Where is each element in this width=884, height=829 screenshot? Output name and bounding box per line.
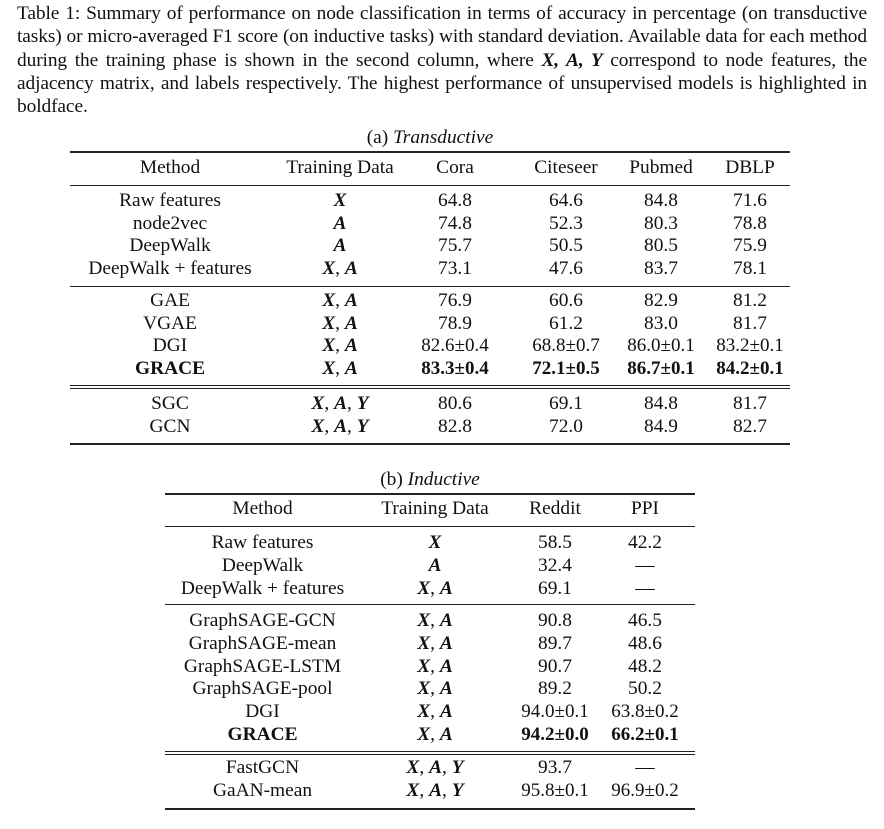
value-cell: 76.9 [438,290,472,311]
value-cell: 71.6 [733,190,767,211]
value-cell: 58.5 [538,532,572,553]
double-rule-bottom [165,754,695,755]
training-data-cell: X, A, Y [311,393,369,414]
value-cell: 46.5 [628,610,662,631]
value-cell: 47.6 [549,258,583,280]
value-cell: 96.9±0.2 [611,779,679,801]
training-data-cell: A [428,554,442,576]
method-cell: DGI [152,335,188,357]
training-data-cell: X, A [417,632,453,654]
value-cell: 75.9 [733,235,767,257]
value-cell: 80.6 [438,393,472,414]
table-row [165,678,695,701]
value-cell: 48.2 [628,655,662,677]
value-cell: 83.2±0.1 [716,335,784,357]
value-cell: 82.6±0.4 [421,335,489,357]
method-cell: DeepWalk [129,235,211,257]
training-data-cell: X, A [417,678,453,700]
value-cell: 61.2 [549,312,583,334]
table-row [165,656,695,679]
value-cell: 82.8 [438,415,472,437]
value-cell: 81.7 [733,393,767,414]
value-cell: 84.8 [644,393,678,414]
table-row [165,578,695,601]
column-header: Training Data [381,498,489,519]
value-cell: 66.2±0.1 [611,724,679,745]
training-data-cell: X, A [417,577,453,599]
training-data-cell: X, A [322,335,358,357]
method-cell: GCN [149,415,191,437]
method-cell: GraphSAGE-GCN [189,610,336,631]
method-cell: GRACE [227,724,298,745]
subcaption-inductive: (b) Inductive [380,469,480,490]
method-cell: VGAE [143,312,197,334]
training-data-cell: X, A [322,312,358,334]
value-cell: 42.2 [628,532,662,553]
value-cell: 84.2±0.1 [716,358,784,380]
table-row [165,724,695,747]
mid-rule [165,604,695,605]
caption-text-1: Summary of performance on node classification in terms of accuracy in percentage (on transductive tasks) or micro-averaged F1 score (on inductive tasks) with standard deviation. Available data for each method during the training phase is shown in the second column, where [17,3,867,71]
value-cell: 84.9 [644,415,678,437]
value-cell: 78.8 [733,212,767,234]
value-cell: 73.1 [438,258,472,280]
value-cell: 32.4 [538,554,572,576]
training-data-cell: X, A [417,655,453,677]
column-header: Cora [436,157,474,178]
value-cell: 94.2±0.0 [521,724,589,745]
column-header: Method [232,498,293,519]
value-cell: 93.7 [538,757,572,778]
training-data-cell: A [333,235,347,257]
method-cell: GraphSAGE-pool [192,678,333,700]
method-cell: SGC [151,393,189,414]
value-cell: — [635,577,655,599]
header-row [165,498,695,521]
value-cell: 89.2 [538,678,572,700]
value-cell: 94.0±0.1 [521,701,589,723]
training-data-cell: X, A [322,290,358,311]
value-cell: 72.0 [549,415,583,437]
value-cell: 64.8 [438,190,472,211]
caption-text-2: correspond to node features, the adjacency matrix, and labels respectively. The highest performance of unsupervised models is highlighted in boldface. [17,49,867,118]
value-cell: 75.7 [438,235,472,257]
value-cell: 86.7±0.1 [627,358,695,380]
method-cell: node2vec [132,212,208,234]
value-cell: 83.0 [644,312,678,334]
training-data-cell: X, A, Y [311,415,369,437]
method-cell: GraphSAGE-mean [188,632,337,654]
training-data-cell: X, A [417,701,453,723]
value-cell: 64.6 [549,190,583,211]
top-rule [165,493,695,495]
method-cell: DeepWalk + features [180,577,345,599]
value-cell: 83.7 [644,258,678,280]
value-cell: 81.7 [733,312,767,334]
value-cell: 83.3±0.4 [421,358,489,380]
method-cell: DeepWalk [221,554,304,576]
value-cell: 90.8 [538,610,572,631]
table-row [165,633,695,656]
training-data-cell: X, A, Y [406,757,464,778]
table-inductive [165,0,695,829]
value-cell: 80.3 [644,212,678,234]
value-cell: 82.7 [733,415,767,437]
table-row [165,757,695,780]
method-cell: Raw features [211,532,314,553]
value-cell: 82.9 [644,290,678,311]
training-data-cell: X [428,532,442,553]
training-data-cell: X, A [322,258,358,280]
column-header: Method [139,157,201,178]
value-cell: 80.5 [644,235,678,257]
table-row [165,701,695,724]
column-header: Training Data [286,157,394,178]
value-cell: 74.8 [438,212,472,234]
value-cell: — [635,554,655,576]
value-cell: 95.8±0.1 [521,779,589,801]
table-row [165,780,695,803]
table-row [165,532,695,555]
column-header: DBLP [725,157,775,178]
caption-vars: X, A, Y [541,49,603,71]
method-cell: GaAN-mean [212,779,313,801]
method-cell: GRACE [134,358,206,380]
training-data-cell: X, A [417,724,453,745]
value-cell: — [635,757,655,778]
value-cell: 78.9 [438,312,472,334]
method-cell: FastGCN [225,757,300,778]
value-cell: 69.1 [538,577,572,599]
column-header: Reddit [529,498,581,519]
table-row [165,610,695,633]
value-cell: 78.1 [733,258,767,280]
column-header: PPI [630,498,660,519]
table-row [165,555,695,578]
column-header: Pubmed [629,157,693,178]
double-rule-top [165,751,695,752]
value-cell: 89.7 [538,632,572,654]
value-cell: 52.3 [549,212,583,234]
value-cell: 90.7 [538,655,572,677]
value-cell: 86.0±0.1 [627,335,695,357]
column-header: Citeseer [534,157,598,178]
header-rule [165,526,695,527]
value-cell: 60.6 [549,290,583,311]
method-cell: GAE [150,290,190,311]
method-cell: DeepWalk + features [88,258,252,280]
value-cell: 68.8±0.7 [532,335,600,357]
training-data-cell: A [333,212,347,234]
method-cell: DGI [245,701,280,723]
subcaption-transductive: (a) Transductive [366,127,494,148]
value-cell: 50.5 [549,235,583,257]
value-cell: 63.8±0.2 [611,701,679,723]
training-data-cell: X, A, Y [406,779,464,801]
training-data-cell: X [333,190,347,211]
method-cell: GraphSAGE-LSTM [183,655,342,677]
value-cell: 81.2 [733,290,767,311]
value-cell: 84.8 [644,190,678,211]
caption-label: Table 1: [17,3,81,24]
value-cell: 48.6 [628,632,662,654]
training-data-cell: X, A [322,358,358,380]
bottom-rule [165,808,695,810]
value-cell: 69.1 [549,393,583,414]
method-cell: Raw features [119,190,221,211]
value-cell: 72.1±0.5 [532,358,600,380]
value-cell: 50.2 [628,678,662,700]
training-data-cell: X, A [417,610,453,631]
